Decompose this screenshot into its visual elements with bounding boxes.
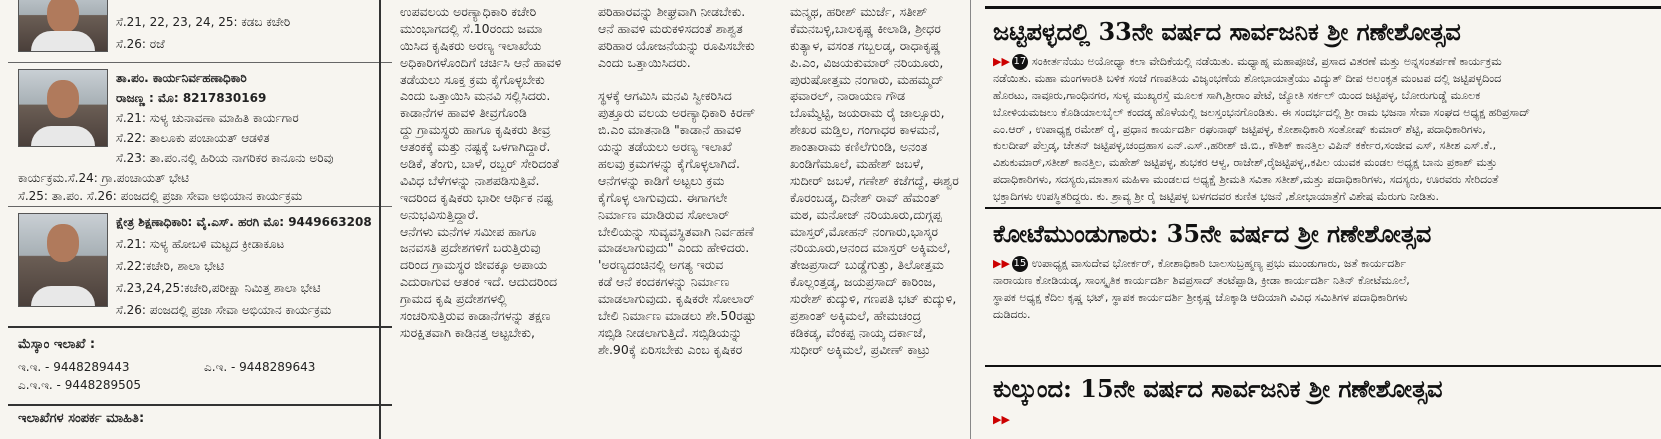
text-line: ಮುಂಭಾಗದಲ್ಲಿ ಸೆ.10ರಂದು ಜಮಾ — [400, 20, 543, 36]
text-line: ಪಿ.ಎಂ, ವಿಜಯಕುಮಾರ್ ನರಿಯೂರು, — [790, 54, 944, 70]
schedule-line: ಸೆ.26: ರಜೆ — [116, 37, 165, 51]
text-line: ಹೊರಟು, ನಾವೂರು,ಗಾಂಧಿನಗರ, ಸುಳ್ಯ ಮುಖ್ಯರಸ್ತೆ ಮೂಲಕ ಸಾಗಿ,ಶ್ರೀರಾಂ ಪೇಟೆ, ಜ್ಯೋತಿ ಸರ್ಕಲ್ ಯಿಂದ ಜಟ್ಟಿಪಳ್ಳ, ಬೋರುಗುಡ್ಡೆ ಮೂಲಕ — [993, 88, 1481, 102]
text-line: ನಿರ್ಮಾಣ ಮಾಡಿರುವ ಸೋಲಾರ್ — [598, 206, 730, 222]
text-line: ಪ್ರಶಾಂತ್ ಅಕ್ಕಿಮಲೆ, ಹೇಮಚಂದ್ರ — [790, 308, 922, 324]
text-line: ನಡೆಯಿತು. ಮಹಾ ಮಂಗಳಾರತಿ ಬಳಿಕ ಸಂಜೆ ಗಣಪತಿಯ ವಿಜೃಂಭಣೆಯ ಶೋಭಾಯಾತ್ರೆಯು ವಿದ್ಯುತ್ ದೀಪ ಅಲಂಕೃತ ಮಂಟಪ ದಲ್ಲಿ ಜಟ್ಟಿಪಳ್ಳದಿಂದ — [993, 71, 1502, 85]
text-line: ಸುದೀರ್ ಜಬಳೆ, ಗಣೇಶ್ ಕಜೆಗದ್ದೆ, ಈಶ್ವರ — [790, 172, 959, 188]
text-line: ಬೇಲಿ ನಿರ್ಮಾಣ ಮಾಡಲು ಶೇ.50ರಷ್ಟು — [598, 308, 757, 324]
schedule-line: ಸೆ.25: ತಾ.ಪಂ. ಸೆ.26: ಪಂಜದಲ್ಲಿ ಪ್ರಜಾ ಸೇವಾ ಅಭಿಯಾನ ಕಾರ್ಯಕ್ರಮ — [18, 189, 303, 203]
article-column-1 — [400, 4, 584, 439]
mescom-ae: ಎ.ಇ. - 9448289643 — [204, 360, 316, 374]
mescom-block — [8, 326, 392, 408]
text-line: ಮನ್ಮಥ, ಹರೀಶ್ ಮುರ್ಜೆ, ಸತೀಶ್ — [790, 4, 928, 19]
text-line: ಎಂದು ಒತ್ತಾಯಿಸಿದರು. — [598, 54, 691, 70]
text-line: ಕೊರಂಬಡ್ಕ, ದಿನೇಶ್ ರಾವ್ ಹೆಮಂತ್ — [790, 189, 941, 205]
article-kotemundugaru — [993, 256, 1653, 326]
dept-contacts-title: ಇಲಾಖೆಗಳ ಸಂಪರ್ಕ ಮಾಹಿತಿ: — [18, 411, 145, 426]
bullet-arrow-icon: ▶▶ — [993, 55, 1010, 68]
text-line: ಸುರಕ್ಷಿತವಾಗಿ ಕಾಡಿನತ್ತ ಅಟ್ಟಬೇಕು, — [400, 324, 535, 340]
text-line: ತೇಜಪ್ರಸಾದ್ ಬುಡ್ಡೆಗುತ್ತು, ತಿಲೋತ್ತಮ — [790, 257, 944, 273]
headline-kotemundugaru: ಕೋಟೆಮುಂಡುಗಾರು: 35ನೇ ವರ್ಷದ ಶ್ರೀ ಗಣೇಶೋತ್ಸವ — [993, 219, 1432, 248]
bullet-arrow-icon: ▶▶ — [993, 257, 1010, 270]
article-column-3 — [790, 4, 966, 439]
text-line: ವಿಶುಕುಮಾರ್,ಸತೀಶ್ ಕಾನತ್ತಿಲ, ಮಹೇಶ್ ಜಟ್ಟಿಪಳ್ಳ, ಶುಭಕರ ಆಳ್ವ, ರಾಜೇಶ್,ರೈಜಟ್ಟಿಪಳ್ಳ,,ಕಪಿಲ ಯುವಕ ಮಂಡಲ ಅಧ್ಯಕ್ಷ ಬಾನು ಪ್ರಕಾಶ್ ಮತ್ತು — [993, 156, 1498, 170]
text-line: ವಿವಿಧ ಬೆಳೆಗಳನ್ನು ನಾಶಪಡಿಸುತ್ತಿವೆ. — [400, 172, 540, 188]
text-line: ಕಾಡಾನೆಗಳ ಹಾವಳಿ ತೀವ್ರಗೊಂಡಿ — [400, 105, 527, 121]
text-line: ಬೇಲಿಯನ್ನು ಸುವ್ಯವಸ್ಥಿತವಾಗಿ ನಿರ್ವಹಣೆ — [598, 223, 754, 239]
text-line: ಅಧಿಕಾರಿಗಳೊಂದಿಗೆ ಚರ್ಚಿಸಿ ಆನೆ ಹಾವಳಿ — [400, 54, 562, 70]
official-photo-3 — [18, 213, 108, 307]
schedule-line: ಸೆ.22:ಕಚೇರಿ, ಶಾಲಾ ಭೇಟಿ — [116, 259, 225, 273]
text-line: ಪುರುಷೋತ್ತಮ ನಂಗಾರು, ಮಹಮ್ಮದ್ — [790, 71, 944, 87]
text-span: ಉಪಾಧ್ಯಕ್ಷ ವಾಸುದೇವ ಭೋರ್ಕರ್, ಕೋಶಾಧಿಕಾರಿ ಬಾಲಸುಬ್ರಹ್ಮಣ್ಯ ಪ್ರಭು ಮುಂಡುಗಾರು, ಜತೆ ಕಾರ್ಯದರ್ಶಿ — [1031, 257, 1407, 270]
text-line: ಪರಿಹಾರ ಯೋಜನೆಯನ್ನು ರೂಪಿಸಬೇಕು — [598, 37, 755, 53]
text-line: ಖಂಡಿಗೆಮೂಲೆ, ಮಹೇಶ್ ಜಬಳೆ, — [790, 156, 924, 172]
text-line: ದರಿಂದ ಗ್ರಾಮಸ್ಥರ ಜೀವಕ್ಕೂ ಅಪಾಯ — [400, 257, 548, 273]
eo-name: ರಾಜಣ್ಣ : ಮೊ: 8217830169 — [116, 91, 267, 105]
text-line: ನರಿಯೂರು,ಆನಂದ ಮಾಸ್ತರ್ ಅಕ್ಕಿಮಲೆ, — [790, 240, 951, 256]
text-line: ಫವಾರಲ್, ನಾರಾಯಣ ಗೌಡ — [790, 88, 906, 104]
ganeshotsava-news-column — [985, 0, 1661, 439]
text-line: ಸಬ್ಸಿಡಿ ನೀಡಲಾಗುತ್ತಿದೆ. ಸಬ್ಸಿಡಿಯನ್ನು — [598, 324, 743, 340]
text-line: ಭಕ್ತಾದಿಗಳು ಉಪಸ್ಥಿತರಿದ್ದರು. ಕು. ಶ್ರಾವ್ಯ ಶ್ರೀ ರೈ ಜಟ್ಟಿಪಳ್ಳ ಬಳಗದವರ ಕುಣಿತ ಭಜನೆ ,ಶೋಭಾಯಾತ್ರೆಗೆ ವಿಶೇಷ ಮೆರುಗು ನೀಡಿತು. — [993, 190, 1439, 204]
text-line — [598, 72, 784, 89]
text-line: ಕಡಿಕಡ್ಕ, ವೆಂಕಪ್ಪ ನಾಯ್ಕ ದರ್ಕಾಜೆ, — [790, 324, 927, 340]
page-ref-badge: 15 — [1012, 256, 1028, 272]
article-column-2 — [598, 4, 784, 439]
official-photo-2 — [18, 69, 108, 147]
text-line: ಪರಿಹಾರವನ್ನು ಶೀಘ್ರವಾಗಿ ನೀಡಬೇಕು. — [598, 4, 746, 19]
text-line: ಕೊಲ್ಲಂತ್ತಡ್ಕ, ಜಯಪ್ರಸಾದ್ ಕಾರಿಂಜ, — [790, 274, 937, 290]
text-line: ತಡೆಯಲು ಸೂಕ್ತ ಕ್ರಮ ಕೈಗೊಳ್ಳಬೇಕು — [400, 71, 545, 87]
text-line: ಬೊಮ್ಮೆಟ್ಟಿ, ಜಯರಾಮ ರೈ ಜಾಲ್ಸೂರು, — [790, 105, 945, 121]
article-kulkunda-start — [993, 412, 1653, 432]
text-line: ಮಾಡಲಾಗುವುದು. ಕೃಷಿಕರೇ ಸೋಲಾರ್ — [598, 291, 755, 307]
text-line: ಸುರೇಶ್ ಕುದ್ಕುಳಿ, ಗಣಪತಿ ಭಟ್ ಕುದ್ಕುಳಿ, — [790, 291, 957, 307]
section-rule — [985, 6, 1661, 9]
text-line: ಕಡೆ ಆನೆ ಕಂದಕಗಳನ್ನು ನಿರ್ಮಾಣ — [598, 274, 730, 290]
text-line: ಶೇ.90ಕ್ಕೆ ಏರಿಸಬೇಕು ಎಂಬ ಕೃಷಿಕರ — [598, 341, 743, 357]
beo-schedule-block — [8, 206, 392, 325]
section-rule — [985, 365, 1661, 367]
text-line: ಶಾಂತಾರಾಮ ಕಣಿಲೆಗುಂಡಿ, ಅನಂತ — [790, 139, 928, 155]
text-line: ಮಾಡಲಾಗುವುದು" ಎಂದು ಹೇಳಿದರು. — [598, 240, 750, 256]
headline-kulkunda: ಕುಲ್ಕುಂದ: 15ನೇ ವರ್ಷದ ಸಾರ್ವಜನಿಕ ಶ್ರೀ ಗಣೇಶೋತ್ಸವ — [993, 374, 1443, 403]
text-line: ಆನೆಗಳನ್ನು ಕಾಡಿಗೆ ಅಟ್ಟಲು ಕ್ರಮ — [598, 172, 725, 188]
text-line: ಆನೆ ಹಾವಳಿ ಮರುಕಳಿಸದಂತೆ ಶಾಶ್ವತ — [598, 20, 743, 36]
text-line: ಸಂಚರಿಸುತ್ತಿರುವ ಕಾಡಾನೆಗಳನ್ನು ತಕ್ಷಣ — [400, 308, 551, 324]
schedule-line: ಸೆ.21: ಸುಳ್ಯ ಚುನಾವಣಾ ಮಾಹಿತಿ ಕಾರ್ಯಗಾರ — [116, 111, 299, 125]
bullet-arrow-icon: ▶▶ — [993, 413, 1010, 426]
text-line: ಸುಧೀರ್ ಅಕ್ಕಿಮಲೆ, ಪ್ರವೀಣ್ ಕಾಟ್ರು — [790, 341, 931, 357]
text-line: ಆತಂಕಕ್ಕೆ ಮತ್ತು ನಷ್ಟಕ್ಕೆ ಒಳಗಾಗಿದ್ದಾರೆ. — [400, 139, 551, 155]
text-line: ಕುತ್ಯಾಳ, ವಸಂತ ಗಬ್ಬಲಡ್ಕ, ರಾಧಾಕೃಷ್ಣ — [790, 37, 941, 53]
schedule-line: ಸೆ.23,24,25:ಕಚೇರಿ,ಪರೀಕ್ಷಾ ನಿಮಿತ್ತ ಶಾಲಾ ಭೇಟಿ — [116, 281, 321, 295]
text-line: ಆನೆಗಳು ಮನೆಗಳ ಸಮೀಪ ಹಾಗೂ — [400, 223, 537, 239]
schedule-line: ಸೆ.22: ತಾಲೂಕು ಪಂಚಾಯತ್ ಆಡಳಿತ — [116, 131, 270, 145]
text-line: ಎಂ.ಆರ್ , ಉಪಾಧ್ಯಕ್ಷ ರಮೇಶ್ ರೈ, ಪ್ರಧಾನ ಕಾರ್ಯದರ್ಶಿ ರಘುನಾಥ್ ಜಟ್ಟಿಪಳ್ಳ, ಕೋಶಾಧಿಕಾರಿ ಸಂತೋಷ್ ಕುಮಾರ್ ಶೆಟ್ಟಿ, ಪದಾಧಿಕಾರಿಗಳು, — [993, 122, 1486, 136]
mescom-aee: ಎ.ಇ.ಇ. - 9448289505 — [18, 378, 142, 392]
column-divider — [970, 0, 971, 439]
dept-contacts-block — [8, 404, 392, 439]
text-line: ಇದರಿಂದ ಕೃಷಿಕರು ಭಾರೀ ಆರ್ಥಿಕ ನಷ್ಟ — [400, 189, 553, 205]
schedule-line: ಸೆ.21, 22, 23, 24, 25: ಕಡಬ ಕಚೇರಿ — [116, 15, 291, 29]
text-line: ಬೋಳಿಯಮಜಲು ಕೊಡಿಯಾಲಬೈಲ್ ಕಂದಡ್ಕ ಹೊಳೆಯಲ್ಲಿ ಜಲಸ್ತಂಭನಗೊಂಡಿತು. ಈ ಸಂದರ್ಭದಲ್ಲಿ ಶ್ರೀ ರಾಮ ಭಜನಾ ಸೇವಾ ಸಂಘದ ಅಧ್ಯಕ್ಷ ಹರಿಪ್ರಸಾದ್ — [993, 105, 1530, 119]
text-line: ಎಂದು ಒತ್ತಾಯಿಸಿ ಮನವಿ ಸಲ್ಲಿಸಿದರು. — [400, 88, 551, 104]
text-line: ಬಿ.ಎಂ ಮಾತನಾಡಿ "ಕಾಡಾನೆ ಹಾವಳಿ — [598, 122, 742, 138]
mescom-title: ಮೆಸ್ಕಾಂ ಇಲಾಖೆ : — [18, 337, 96, 352]
text-line: ಪುತ್ತೂರು ವಲಯ ಅರಣ್ಯಾಧಿಕಾರಿ ಕಿರಣ್ — [598, 105, 756, 121]
text-line: ಮಠ, ಮನೋಜ್ ನರಿಯೂರು,ದುಗ್ಗಪ್ಪ — [790, 206, 942, 222]
text-line: 'ಅರಣ್ಯದಂಚಿನಲ್ಲಿ ಅಗತ್ಯ ಇರುವ — [598, 257, 724, 273]
schedule-line: ಸೆ.26: ಪಂಜದಲ್ಲಿ ಪ್ರಜಾ ಸೇವಾ ಅಭಿಯಾನ ಕಾರ್ಯಕ್ರಮ — [116, 303, 332, 317]
officials-schedule-column — [8, 0, 392, 439]
text-line: ದ್ದು ಗ್ರಾಮಸ್ಥರು ಹಾಗೂ ಕೃಷಿಕರು ತೀವ್ರ — [400, 122, 551, 138]
schedule-line: ಕಾರ್ಯಕ್ರಮ.ಸೆ.24: ಗ್ರಾ.ಪಂಚಾಯತ್ ಭೇಟಿ — [18, 171, 190, 185]
text-line: ಎದುರಾಗುವ ಆತಂಕ ಇದೆ. ಆದುದರಿಂದ — [400, 274, 558, 290]
text-line: ಅನುಭವಿಸುತ್ತಿದ್ದಾರೆ. — [400, 206, 479, 222]
text-line: ಯನ್ನು ತಡೆಯಲು ಅರಣ್ಯ ಇಲಾಖೆ — [598, 139, 732, 155]
text-line: ಕುಲದೀಪ್ ಪೆಲ್ತಡ್ಕ, ಚೇತನ್ ಜಟ್ಟಿಪಳ್ಳ,ಚಂದ್ರಹಾಸ ಎನ್.ಎಸ್.,ಹರೀಶ್ ಜಿ.ಬಿ., ಕೌಶಿಕ್ ಕಾನತ್ತಿಲ ವಿಪಿನ್ ಕರ್ಕೇರ,ಸಂಜೀವ ಎಸ್, ಸತೀಶ ಎಸ್.ಕೆ., — [993, 139, 1497, 153]
text-span: ಸಂಕೀರ್ತನೆಯು ಅಯೋಧ್ಯಾ ಕಲಾ ವೇದಿಕೆಯಲ್ಲಿ ನಡೆಯಿತು. ಮಧ್ಯಾಹ್ನ ಮಹಾಪೂಜೆ, ಪ್ರಸಾದ ವಿತರಣೆ ಮತ್ತು ಅನ್ನಸಂತರ್ಪಣೆ ಕಾರ್ಯಕ್ರಮ — [1031, 55, 1502, 68]
text-line: ಸ್ಥಳಕ್ಕೆ ಆಗಮಿಸಿ ಮನವಿ ಸ್ವೀಕರಿಸಿದ — [598, 88, 732, 104]
schedule-line: ಸೆ.23: ತಾ.ಪಂ.ನಲ್ಲಿ ಹಿರಿಯ ನಾಗರಿಕರ ಕಾನೂನು ಅರಿವು — [116, 151, 334, 165]
text-line: ಸ್ಥಾಪಕ ಅಧ್ಯಕ್ಷ ಕೆದಿಲ ಕೃಷ್ಣ ಭಟ್, ಸ್ಥಾಪಕ ಕಾರ್ಯದರ್ಶಿ ಶ್ರೀಕೃಷ್ಣ ಚೊಕ್ಕಾಡಿ ಆದಿಯಾಗಿ ವಿವಿಧ ಸಮಿತಿಗಳ ಪದಾಧಿಕಾರಿಗಳು — [993, 290, 1408, 304]
official-photo-1 — [18, 0, 108, 52]
eo-schedule-block — [8, 62, 392, 203]
text-line: ಗ್ರಾಮದ ಕೃಷಿ ಪ್ರದೇಶಗಳಲ್ಲಿ — [400, 291, 507, 307]
text-line: ಮಾಸ್ತರ್,ಮೋಹನ್ ನಂಗಾರು,ಭಾಸ್ಕರ — [790, 223, 938, 239]
headline-jattipalla: ಜಟ್ಟಿಪಳ್ಳದಲ್ಲಿ 33ನೇ ವರ್ಷದ ಸಾರ್ವಜನಿಕ ಶ್ರೀ ಗಣೇಶೋತ್ಸವ — [993, 17, 1461, 46]
article-jattipalla — [993, 54, 1653, 206]
text-line: ಯಿಸಿದ ಕೃಷಿಕರು ಅರಣ್ಯ ಇಲಾಖೆಯ — [400, 37, 542, 53]
text-line: ಕೈಗೊಳ್ಳ ಲಾಗುವುದು. ಈಗಾಗಲೇ — [598, 189, 728, 205]
schedule-line: ಸೆ.21: ಸುಳ್ಯ ಹೋಬಳಿ ಮಟ್ಟದ ಕ್ರೀಡಾಕೂಟ — [116, 237, 285, 251]
text-line: ದುಡಿದರು. — [993, 307, 1031, 321]
section-rule — [985, 207, 1661, 209]
text-line: ಶೇಖರ ಮಡ್ತಿಲ, ಗಂಗಾಧರ ಕಾಳಮನೆ, — [790, 122, 940, 138]
beo-name: ಕ್ಷೇತ್ರ ಶಿಕ್ಷಣಾಧಿಕಾರಿ: ವೈ.ಎಸ್. ಹರಗಿ ಮೊ: 9449663208 — [116, 215, 372, 229]
text-line: ಅಡಿಕೆ, ತೆಂಗು, ಬಾಳೆ, ರಬ್ಬರ್ ಸೇರಿದಂತೆ — [400, 156, 559, 172]
mescom-ee: ಇ.ಇ. - 9448289443 — [18, 360, 130, 374]
column-divider — [379, 0, 381, 439]
text-line: ಉಪವಲಯ ಅರಣ್ಯಾಧಿಕಾರಿ ಕಚೇರಿ — [400, 4, 537, 19]
text-line — [993, 256, 1653, 273]
eo-title: ತಾ.ಪಂ. ಕಾರ್ಯನಿರ್ವಹಣಾಧಿಕಾರಿ — [116, 71, 247, 85]
text-line: ಹಲವು ಕ್ರಮಗಳನ್ನು ಕೈಗೊಳ್ಳಲಾಗಿದೆ. — [598, 156, 741, 172]
text-line: ನಾರಾಯಣ ಕೋಡಿಯಡ್ಕ, ಸಾಂಸ್ಕೃತಿಕ ಕಾರ್ಯದರ್ಶಿ ಶಿವಪ್ರಸಾದ್ ತಂಟೆಪ್ಪಾಡಿ, ಕ್ರೀಡಾ ಕಾರ್ಯದರ್ಶಿ ನಿತಿನ್ ಕೋಟೆಮೂಲೆ, — [993, 273, 1410, 287]
page-ref-badge: 17 — [1012, 54, 1028, 70]
text-line — [993, 54, 1653, 71]
text-line: ಜನವಸತಿ ಪ್ರದೇಶಗಳಿಗೆ ಬರುತ್ತಿರುವು — [400, 240, 541, 256]
text-line: ಪದಾಧಿಕಾರಿಗಳು, ಸದಸ್ಯರು,ಮಾತಾಸ ಮಹಿಳಾ ಮಂಡಲದ ಅಧ್ಯಕ್ಷೆ ಶ್ರೀಮತಿ ಸವಿತಾ ಸತೀಶ್,ಮತ್ತು ಪದಾಧಿಕಾರಿಗಳು, ಸದಸ್ಯರು, ಊರವರು ಸೇರಿದಂತೆ — [993, 173, 1499, 187]
text-line: ಕೆಮನಬಳ್ಳಿ,ಬಾಲಕೃಷ್ಣ ಕೀಲಾಡಿ, ಶ್ರೀಧರ — [790, 20, 941, 36]
